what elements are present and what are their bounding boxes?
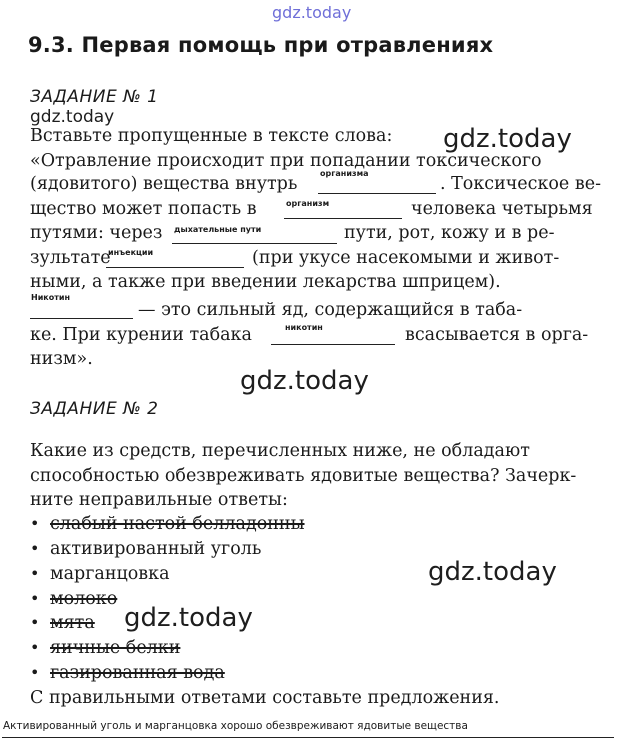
blank-line bbox=[106, 267, 244, 268]
text-line: — это сильный яд, содержащийся в таба- bbox=[138, 300, 523, 320]
watermark: gdz.today bbox=[124, 603, 253, 633]
bullet-icon: • bbox=[30, 539, 40, 558]
text-line: «Отравление происходит при попадании токсического bbox=[30, 151, 542, 171]
answer-fill: никотин bbox=[285, 323, 323, 332]
watermark: gdz.today bbox=[428, 557, 557, 587]
answer-underline bbox=[2, 737, 614, 738]
question-line: ните неправильные ответы: bbox=[30, 490, 288, 510]
text-line: ными, а также при введении лекарства шприцем). bbox=[30, 272, 501, 292]
answer-fill: дыхательные пути bbox=[174, 225, 262, 234]
closing-instruction: С правильными ответами составьте предложения. bbox=[30, 688, 500, 708]
list-item-struck: яичные белки bbox=[50, 638, 181, 658]
text-line: пути, рот, кожу и в ре- bbox=[344, 223, 555, 243]
bullet-icon: • bbox=[30, 564, 40, 583]
text-line: (при укусе насекомыми и живот- bbox=[252, 248, 560, 268]
blank-line bbox=[318, 193, 436, 194]
question-line: Какие из средств, перечисленных ниже, не обладают bbox=[30, 441, 530, 461]
text-line: низм». bbox=[30, 349, 93, 369]
handwritten-answer: Активированный уголь и марганцовка хорошо обезвреживают ядовитые вещества bbox=[3, 720, 468, 732]
section-heading: 9.3. Первая помощь при отравлениях bbox=[28, 33, 494, 57]
text-line: ке. При курении табака bbox=[30, 325, 252, 345]
answer-fill: организм bbox=[286, 199, 330, 208]
text-line: человека четырьмя bbox=[411, 199, 593, 219]
bullet-icon: • bbox=[30, 514, 40, 533]
question-line: способностью обезвреживать ядовитые вещества? Зачерк- bbox=[30, 466, 577, 486]
watermark: gdz.today bbox=[30, 107, 115, 127]
bullet-icon: • bbox=[30, 663, 40, 682]
text-line: щество может попасть в bbox=[30, 199, 257, 219]
watermark: gdz.today bbox=[443, 124, 572, 154]
list-item-struck: молоко bbox=[50, 589, 118, 609]
list-item-struck: мята bbox=[50, 613, 95, 633]
watermark: gdz.today bbox=[272, 3, 352, 22]
bullet-icon: • bbox=[30, 589, 40, 608]
task2-title: ЗАДАНИЕ № 2 bbox=[30, 399, 159, 419]
list-item-struck: слабый настой белладонны bbox=[50, 514, 305, 534]
text-line: . Токсическое ве- bbox=[440, 174, 601, 194]
answer-fill: инъекции bbox=[108, 248, 154, 257]
bullet-icon: • bbox=[30, 638, 40, 657]
list-item-struck: газированная вода bbox=[50, 663, 225, 683]
text-line: (ядовитого) вещества внутрь bbox=[30, 174, 298, 194]
task1-intro: Вставьте пропущенные в тексте слова: bbox=[30, 126, 393, 146]
text-line: всасывается в орга- bbox=[405, 325, 589, 345]
blank-line bbox=[172, 243, 337, 244]
text-line: зультате bbox=[30, 248, 111, 268]
answer-fill: организма bbox=[320, 169, 369, 178]
list-item: активированный уголь bbox=[50, 539, 262, 559]
blank-line bbox=[271, 344, 395, 345]
watermark: gdz.today bbox=[240, 366, 369, 396]
bullet-icon: • bbox=[30, 613, 40, 632]
list-item: марганцовка bbox=[50, 564, 170, 584]
blank-line bbox=[284, 218, 402, 219]
task1-title: ЗАДАНИЕ № 1 bbox=[30, 87, 159, 107]
blank-line bbox=[30, 318, 133, 319]
text-line: путями: через bbox=[30, 223, 163, 243]
answer-fill: Никотин bbox=[31, 293, 70, 302]
